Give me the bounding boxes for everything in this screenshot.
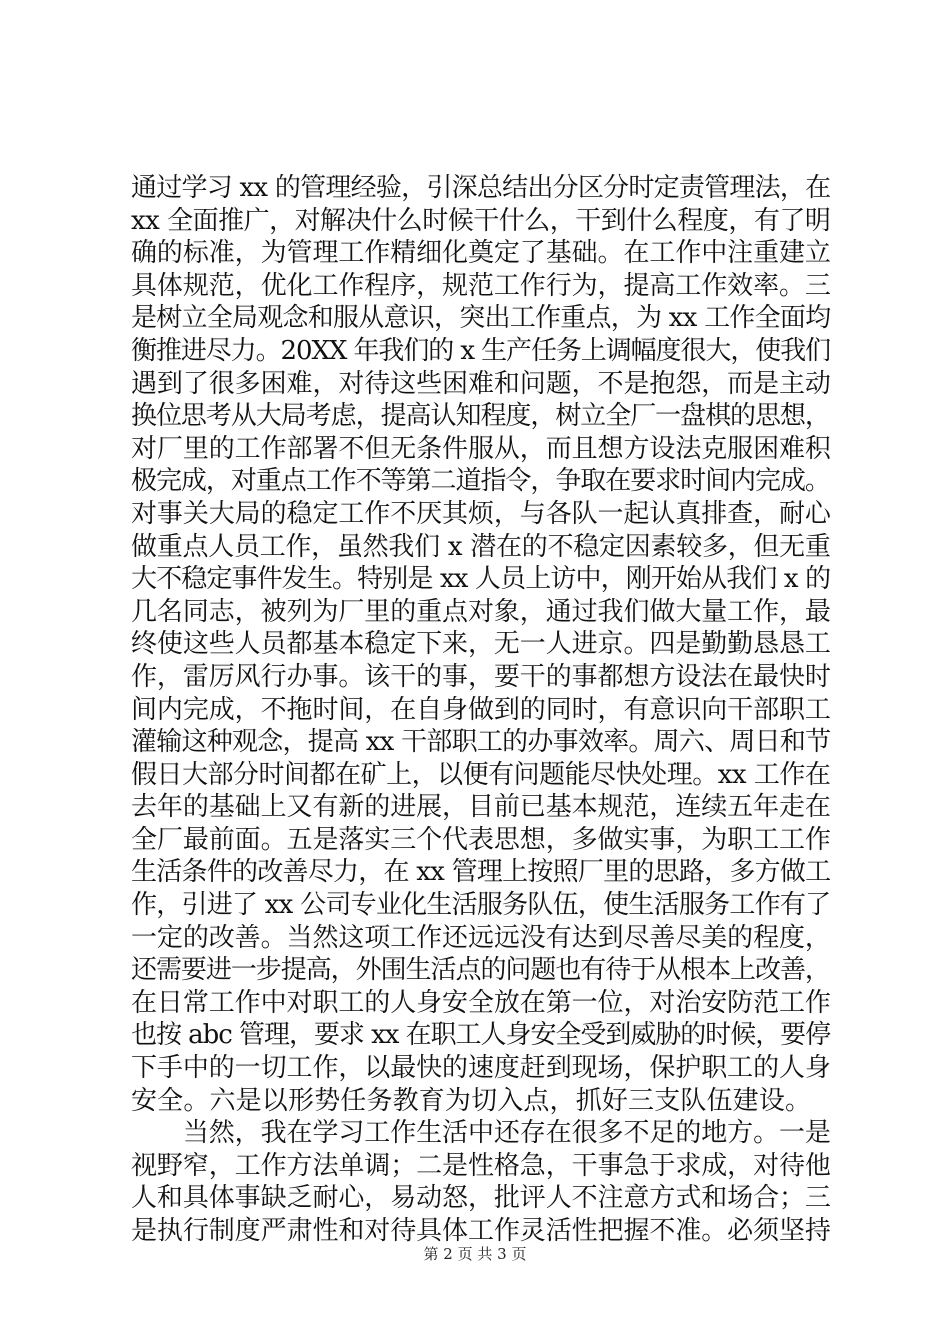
text-line: 对厂里的工作部署不但无条件服从，而且想方设法克服困难积 [131,433,831,464]
text-line: 当然，我在学习工作生活中还存在很多不足的地方。一是 [131,1118,831,1149]
text-line: 一定的改善。当然这项工作还远远没有达到尽善尽美的程度， [131,922,831,953]
text-line: 终使这些人员都基本稳定下来，无一人进京。四是勤勤恳恳工 [131,629,831,660]
text-line: 全厂最前面。五是落实三个代表思想，多做实事，为职工工作 [131,824,831,855]
text-line: 通过学习 xx 的管理经验，引深总结出分区分时定责管理法，在 [131,173,831,203]
page-footer: 第 2 页 共 3 页 [423,1245,527,1263]
text-line: 安全。六是以形势任务教育为切入点，抓好三支队伍建设。 [131,1085,812,1116]
text-line: xx 全面推广，对解决什么时候干什么，干到什么程度，有了明 [131,205,831,236]
text-line: 具体规范，优化工作程序，规范工作行为，提高工作效率。三 [131,270,831,301]
text-line: 做重点人员工作，虽然我们 x 潜在的不稳定因素较多，但无重 [131,531,831,562]
text-line: 大不稳定事件发生。特别是 xx 人员上访中，刚开始从我们 x 的 [131,564,831,595]
text-line: 还需要进一步提高，外围生活点的问题也有待于从根本上改善， [131,955,830,986]
body-text [131,172,831,1248]
text-line: 也按 abc 管理，要求 xx 在职工人身安全受到威胁的时候，要停 [131,1020,831,1051]
text-line: 换位思考从大局考虑，提高认知程度，树立全厂一盘棋的思想， [131,401,830,432]
text-line: 极完成，对重点工作不等第二道指令，争取在要求时间内完成。 [131,466,830,497]
text-line: 在日常工作中对职工的人身安全放在第一位，对治安防范工作 [131,987,831,1018]
text-line: 生活条件的改善尽力，在 xx 管理上按照厂里的思路，多方做工 [131,857,831,888]
text-line: 灌输这种观念，提高 xx 干部职工的办事效率。周六、周日和节 [131,727,831,758]
text-line: 遇到了很多困难，对待这些困难和问题，不是抱怨，而是主动 [131,368,831,399]
text-line: 下手中的一切工作，以最快的速度赶到现场，保护职工的人身 [131,1053,831,1084]
text-line: 去年的基础上又有新的进展，目前已基本规范，连续五年走在 [131,792,831,823]
text-line: 确的标准，为管理工作精细化奠定了基础。在工作中注重建立 [131,238,831,269]
text-line: 作，雷厉风行办事。该干的事，要干的事都想方设法在最快时 [131,661,831,692]
text-line: 是执行制度严肃性和对待具体工作灵活性把握不准。必须坚持 [131,1216,831,1246]
text-line: 作，引进了 xx 公司专业化生活服务队伍，使生活服务工作有了 [131,890,831,921]
text-line: 几名同志，被列为厂里的重点对象，通过我们做大量工作，最 [131,596,831,627]
text-line: 间内完成，不拖时间，在自身做到的同时，有意识向干部职工 [131,694,831,725]
text-line: 对事关大局的稳定工作不厌其烦，与各队一起认真排查，耐心 [131,498,831,529]
text-line: 假日大部分时间都在矿上，以便有问题能尽快处理。xx 工作在 [131,759,831,790]
text-line: 衡推进尽力。20XX 年我们的 x 生产任务上调幅度很大，使我们 [131,335,831,366]
text-line: 视野窄，工作方法单调；二是性格急，干事急于求成，对待他 [131,1150,831,1181]
text-line: 人和具体事缺乏耐心，易动怒，批评人不注意方式和场合；三 [131,1183,831,1214]
text-line: 是树立全局观念和服从意识，突出工作重点，为 xx 工作全面均 [131,303,831,334]
